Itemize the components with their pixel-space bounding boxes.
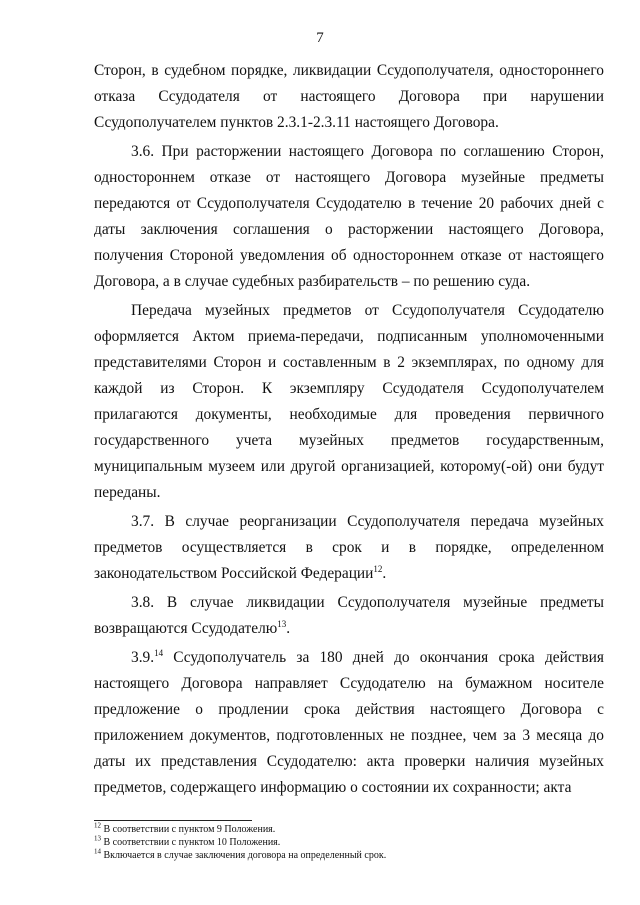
footnote-mark-12: 12 [94,821,101,830]
paragraph-3-9-number: 3.9. [131,649,155,666]
paragraph-3-7 [94,509,604,587]
paragraph-3-7-text: 3.7. В случае реорганизации Ссудополучателя передача музейных предметов осуществляется в срок и в порядке, определенном законодательством Российской Федерации [94,513,604,582]
paragraph-3-8-text: 3.8. В случае ликвидации Ссудополучателя музейные предметы возвращаются Ссудодателю [94,594,604,637]
paragraph-3-7-end: . [382,565,387,582]
footnote-ref-13: 13 [277,618,287,629]
paragraph-3-9 [94,645,604,801]
paragraph-transfer-act: Передача музейных предметов от Ссудополучателя Ссудодателю оформляется Актом приема-передачи, подписанным уполномоченными представителями Сторон и составленным в 2 экземплярах, по одному для каждой из Сторон. К экземпляру Ссудодателя Ссудополучателем прилагаются документы, необходимые для проведения первичного государственного учета музейных предметов государственным, муниципальным музеем или другой организацией, которому(-ой) они будут переданы. [94,302,604,501]
paragraph-3-8 [94,590,604,642]
document-body [94,58,604,801]
footnote-text-12: В соответствии с пунктом 9 Положения. [101,824,276,835]
paragraph-continuation: Сторон, в судебном порядке, ликвидации Ссудополучателя, одностороннего отказа Ссудодателя от настоящего Договора при нарушении Ссудополучателем пунктов 2.3.1-2.3.11 настоящего Договора. [94,62,604,131]
paragraph-3-9-text: Ссудополучатель за 180 дней до окончания срока действия настоящего Договора направляет Ссудодателю на бумажном носителе предложение о продлении срока действия настоящего Договора с приложением документов, подготовленных не позднее, чем за 3 месяца до даты их представления Ссудодателю: акта проверки наличия музейных предметов, содержащего информацию о состоянии их сохранности; акта [94,649,604,796]
footnote-text-14: Включается в случае заключения договора на определенный срок. [101,850,387,861]
footnote-separator [94,820,252,821]
footnote-mark-14: 14 [94,847,101,856]
footnote-12 [94,823,604,836]
footnote-mark-13: 13 [94,834,101,843]
paragraph-3-6: 3.6. При расторжении настоящего Договора по соглашению Сторон, одностороннем отказе от настоящего Договора музейные предметы передаются от Ссудополучателя Ссудодателю в течение 20 рабочих дней с даты заключения соглашения о расторжении настоящего Договора, получения Стороной уведомления об одностороннем отказе от настоящего Договора, а в случае судебных разбирательств – по решению суда. [94,143,604,290]
page-number: 7 [316,30,324,46]
paragraph-3-8-end: . [286,620,291,637]
footnote-14 [94,849,604,862]
footnote-ref-12: 12 [373,563,383,574]
footnote-13 [94,836,604,849]
footnotes [94,823,604,862]
footnote-text-13: В соответствии с пунктом 10 Положения. [101,837,281,848]
footnote-ref-14: 14 [154,647,164,658]
